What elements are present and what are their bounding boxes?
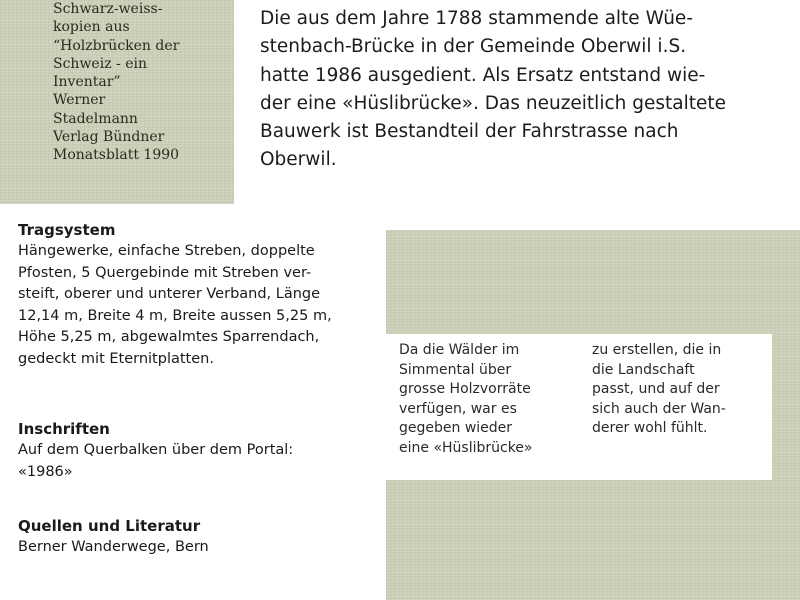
inschriften-line: «1986» <box>18 463 73 480</box>
quellen-heading: Quellen und Literatur <box>18 517 201 535</box>
inschriften-section <box>18 418 378 483</box>
source-note-line: kopien aus <box>53 19 130 36</box>
caption-right-column <box>592 341 726 439</box>
caption-line: sich auch der Wan- <box>592 400 726 417</box>
source-note-panel <box>0 0 234 204</box>
caption-line: zu erstellen, die in <box>592 342 722 358</box>
tragsystem-body <box>18 241 378 370</box>
intro-line: Oberwil. <box>260 149 337 171</box>
caption-line: eine «Hüslibrücke» <box>399 439 533 456</box>
intro-line: stenbach-Brücke in der Gemeinde Oberwil i.S. <box>260 36 687 58</box>
tragsystem-line: Höhe 5,25 m, abgewalmtes Sparrendach, <box>18 329 320 345</box>
caption-line: Da die Wälder im <box>399 342 520 358</box>
quellen-section <box>18 515 378 559</box>
source-note-line: “Holzbrücken der <box>53 37 180 54</box>
inschriften-line: Auf dem Querbalken über dem Portal: <box>18 442 294 458</box>
intro-paragraph <box>260 5 800 175</box>
source-note-line: Inventar” <box>53 74 121 91</box>
quellen-body <box>18 537 378 559</box>
intro-line: Die aus dem Jahre 1788 stammende alte Wüe- <box>260 8 693 29</box>
inschriften-body <box>18 440 378 483</box>
tragsystem-line: gedeckt mit Eternitplatten. <box>18 350 214 367</box>
tragsystem-line: 12,14 m, Breite 4 m, Breite aussen 5,25 m, <box>18 307 332 324</box>
source-note-line: Schweiz - ein <box>53 55 147 72</box>
quellen-line: Berner Wanderwege, Bern <box>18 539 209 555</box>
caption-box <box>386 334 772 480</box>
tragsystem-line: Hängewerke, einfache Streben, doppelte <box>18 243 315 259</box>
caption-line: derer wohl fühlt. <box>592 420 708 436</box>
intro-line: hatte 1986 ausgedient. Als Ersatz entstand wie- <box>260 64 706 86</box>
source-note-line: Monatsblatt 1990 <box>53 147 180 164</box>
tragsystem-line: Pfosten, 5 Quergebinde mit Streben ver- <box>18 264 312 281</box>
intro-line: der eine «Hüslibrücke». Das neuzeitlich gestaltete <box>260 92 726 114</box>
intro-line: Bauwerk ist Bestandteil der Fahrstrasse nach <box>260 121 679 143</box>
source-note-line: Schwarz-weiss- <box>53 1 163 17</box>
source-note-text <box>53 0 233 165</box>
source-note-line: Stadelmann <box>53 110 138 127</box>
caption-line: verfügen, war es <box>399 400 517 417</box>
tragsystem-section <box>18 219 378 370</box>
tragsystem-heading: Tragsystem <box>18 221 116 239</box>
caption-line: gegeben wieder <box>399 420 513 436</box>
caption-left-column <box>399 341 532 458</box>
tragsystem-line: steift, oberer und unterer Verband, Länge <box>18 286 321 302</box>
caption-line: grosse Holzvorräte <box>399 381 531 397</box>
caption-line: passt, und auf der <box>592 381 720 397</box>
source-note-line: Werner <box>53 92 106 109</box>
source-note-line: Verlag Bündner <box>53 129 165 146</box>
caption-line: Simmental über <box>399 361 512 378</box>
caption-line: die Landschaft <box>592 361 695 378</box>
inschriften-heading: Inschriften <box>18 420 110 438</box>
